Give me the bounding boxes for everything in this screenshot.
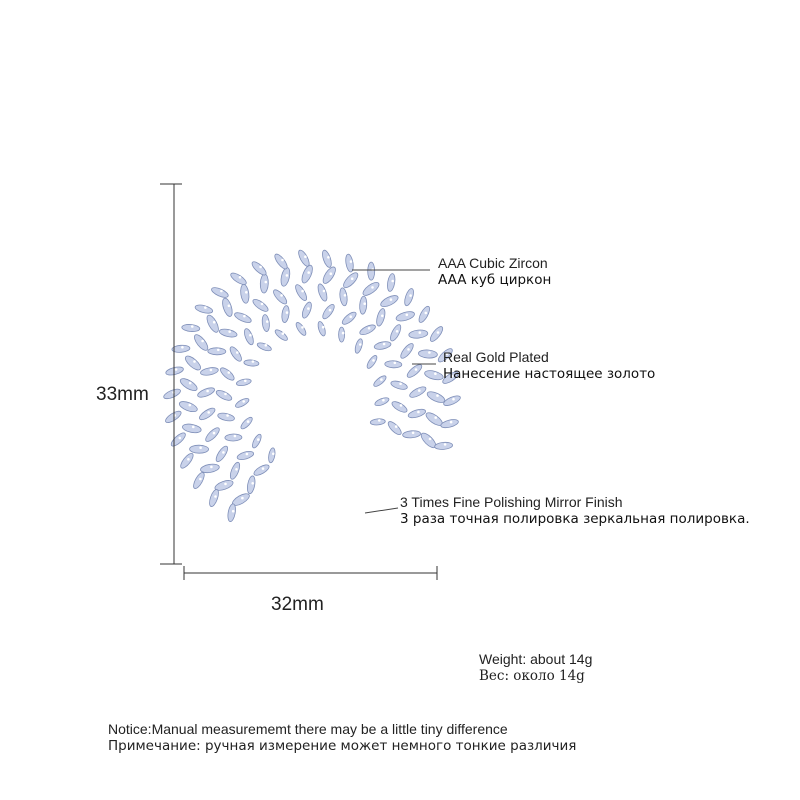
marquise-stone (339, 327, 345, 342)
stone-highlight (327, 256, 330, 259)
stone-highlight (179, 437, 182, 440)
stone-highlight (349, 315, 352, 318)
marquise-stone (214, 444, 230, 463)
stone-highlight (429, 438, 432, 441)
stone-highlight (213, 432, 216, 435)
marquise-stone (358, 323, 376, 337)
marquise-stone (407, 408, 426, 420)
stone-highlight (259, 266, 262, 269)
marquise-stone (370, 418, 385, 425)
marquise-stone (428, 325, 445, 344)
marquise-stone (341, 271, 360, 290)
stone-highlight (210, 466, 213, 469)
stone-highlight (249, 334, 252, 337)
marquise-stone (215, 388, 233, 402)
stone-highlight (213, 321, 216, 324)
marquise-stone (250, 260, 268, 277)
weight-en: Weight: about 14g (479, 651, 593, 667)
stone-highlight (444, 443, 447, 446)
marquise-stone (359, 296, 367, 314)
stone-highlight (301, 326, 304, 329)
stone-highlight (301, 290, 304, 293)
stone-highlight (187, 458, 190, 461)
stone-highlight (228, 305, 231, 308)
stone-highlight (265, 281, 268, 284)
marquise-stone (424, 369, 444, 381)
stone-highlight (286, 311, 289, 314)
stone-highlight (415, 368, 418, 371)
marquise-stone (227, 503, 237, 522)
stone-highlight (394, 362, 397, 365)
stone-highlight (201, 340, 204, 343)
callout-gold-plated-ru: Нанесение настоящее золото (443, 366, 656, 382)
marquise-stone (426, 390, 447, 405)
marquise-stone (179, 452, 196, 470)
stone-highlight (236, 351, 239, 354)
marquise-stone (379, 293, 400, 309)
marquise-stone (417, 305, 432, 324)
marquise-stone (271, 288, 288, 306)
stone-highlight (191, 325, 194, 328)
marquise-stone (228, 345, 243, 363)
marquise-stone (229, 271, 248, 287)
stone-highlight (322, 326, 325, 329)
stone-highlight (242, 400, 245, 403)
marquise-stone (162, 387, 181, 401)
stone-highlight (434, 372, 437, 375)
marquise-stone (228, 461, 241, 480)
height-label: 33mm (96, 384, 149, 405)
stone-highlight (246, 453, 249, 456)
marquise-stone (260, 274, 269, 293)
marquise-stone (178, 399, 199, 413)
stone-highlight (395, 425, 398, 428)
stone-highlight (406, 314, 409, 317)
stone-highlight (428, 351, 431, 354)
marquise-stone (240, 284, 251, 304)
stone-highlight (228, 330, 231, 333)
stone-highlight (350, 260, 353, 263)
marquise-stone (374, 340, 392, 350)
stone-highlight (281, 259, 284, 262)
marquise-stone (434, 442, 453, 451)
stone-highlight (382, 399, 385, 402)
stone-highlight (192, 426, 195, 429)
marquise-stone (233, 311, 252, 325)
stone-highlight (204, 306, 207, 309)
marquise-stone (399, 342, 416, 360)
stone-highlight (228, 371, 231, 374)
stone-highlight (396, 330, 399, 333)
marquise-stone (200, 366, 219, 376)
stone-highlight (217, 349, 220, 352)
stone-highlight (419, 331, 422, 334)
marquise-stone (246, 475, 256, 494)
stone-highlight (307, 271, 310, 274)
marquise-stone (402, 430, 421, 439)
stone-highlight (266, 320, 269, 323)
stone-highlight (199, 446, 202, 449)
stone-highlight (436, 394, 439, 397)
marquise-stone (165, 365, 184, 376)
stone-highlight (450, 421, 453, 424)
stone-highlight (210, 369, 213, 372)
stone-highlight (243, 315, 246, 318)
notice-en: Notice:Manual measurememt there may be a little tiny difference (108, 721, 508, 737)
stone-highlight (380, 378, 383, 381)
marquise-stone (273, 252, 290, 271)
stone-highlight (247, 420, 250, 423)
marquise-stone (190, 445, 209, 453)
marquise-stone (375, 308, 387, 327)
stone-highlight (224, 483, 227, 486)
stone-highlight (272, 453, 275, 456)
marquise-stone (194, 303, 213, 314)
marquise-stone (164, 409, 183, 425)
stone-highlight (257, 438, 260, 441)
marquise-stone (339, 287, 348, 306)
weight-ru: Вес: около 14g (479, 668, 585, 684)
stone-highlight (234, 435, 237, 438)
stone-highlight (330, 272, 333, 275)
stone-highlight (193, 360, 196, 363)
marquise-stone (388, 323, 402, 342)
marquise-stone (385, 360, 402, 368)
marquise-stone (251, 433, 263, 449)
notice-ru: Примечание: ручная измерение может немного тонкие различия (108, 738, 577, 754)
stone-highlight (181, 346, 184, 349)
stone-highlight (282, 332, 285, 335)
marquise-stone (361, 280, 381, 298)
stone-highlight (390, 298, 393, 301)
stone-highlight (378, 419, 381, 422)
marquise-stone (354, 338, 364, 354)
stone-highlight (400, 404, 403, 407)
marquise-stone (204, 426, 222, 444)
marquise-stone (340, 310, 358, 326)
callout-zircon-en: AAA Cubic Zircon (438, 255, 548, 271)
callout-polishing (400, 494, 750, 528)
marquise-stone (403, 287, 415, 306)
marquise-stone (321, 249, 333, 268)
marquise-stone (191, 471, 206, 490)
callout-zircon-ru: AAA куб циркон (438, 272, 552, 288)
marquise-stone (182, 324, 201, 333)
stone-highlight (235, 468, 238, 471)
marquise-stone (225, 434, 242, 442)
weight-info (479, 651, 592, 685)
stone-highlight (245, 291, 248, 294)
stone-highlight (412, 432, 415, 435)
marquise-stone (208, 488, 221, 507)
marquise-stone (219, 328, 238, 339)
stone-highlight (409, 294, 412, 297)
stone-highlight (265, 344, 268, 347)
marquise-stone (294, 321, 307, 337)
marquise-stone (408, 329, 428, 339)
stone-highlight (307, 307, 310, 310)
stone-highlight (239, 276, 242, 279)
callout-gold-plated (443, 349, 655, 383)
marquise-stone (440, 418, 459, 429)
marquise-stone (256, 341, 272, 352)
stone-highlight (437, 331, 440, 334)
marquise-stone (234, 397, 250, 410)
stone-highlight (280, 294, 283, 297)
marquise-stone (261, 314, 270, 332)
marquise-stone (208, 348, 226, 355)
marquise-stone (182, 423, 202, 434)
stone-highlight (224, 393, 227, 396)
marquise-stone (236, 450, 254, 461)
stone-highlight (359, 343, 362, 346)
stone-highlight (207, 411, 210, 414)
marquise-stone (192, 333, 210, 353)
marquise-stone (297, 249, 312, 268)
stone-highlight (383, 343, 386, 346)
marquise-stone (386, 420, 403, 437)
stone-highlight (206, 390, 209, 393)
marquise-stone (196, 386, 215, 399)
stone-highlight (175, 368, 178, 371)
marquise-stone (252, 463, 270, 478)
marquise-stone (418, 349, 438, 358)
marquise-stone (268, 447, 277, 463)
stone-highlight (368, 327, 371, 330)
callout-gold-plated-en: Real Gold Plated (443, 349, 549, 365)
marquise-stone (321, 303, 337, 321)
stone-highlight (241, 497, 244, 500)
stone-highlight (342, 332, 345, 335)
marquise-stone (408, 385, 427, 400)
marquise-stone (390, 379, 408, 391)
stone-highlight (381, 315, 384, 318)
marquise-stone (374, 396, 390, 407)
marquise-stone (390, 400, 408, 415)
stone-highlight (189, 382, 192, 385)
stone-highlight (286, 274, 289, 277)
stone-highlight (244, 380, 247, 383)
marquise-stone (321, 265, 338, 285)
marquise-stone (365, 354, 378, 370)
callout-zircon (438, 255, 551, 289)
stone-highlight (417, 411, 420, 414)
stone-highlight (214, 495, 217, 498)
width-dimension-line (184, 566, 437, 580)
stone-highlight (226, 414, 229, 417)
stone-highlight (262, 467, 265, 470)
marquise-stone (316, 283, 329, 302)
marquise-stone (244, 359, 259, 366)
marquise-stone (372, 374, 387, 388)
marquise-stone (300, 264, 315, 285)
marquise-stone (183, 354, 203, 373)
marquise-stone (217, 412, 235, 423)
stone-highlight (418, 389, 421, 392)
stone-highlight (391, 280, 394, 283)
marquise-stone (210, 286, 229, 300)
stone-highlight (351, 277, 354, 280)
marquise-stone (274, 328, 289, 342)
marquise-stone (395, 310, 415, 323)
marquise-stone (279, 267, 291, 287)
stone-highlight (407, 348, 410, 351)
stone-highlight (232, 510, 235, 513)
width-label: 32mm (271, 594, 324, 615)
callout-polishing-en: 3 Times Fine Polishing Mirror Finish (400, 494, 623, 510)
notice (108, 721, 576, 755)
earring-stones (162, 249, 461, 523)
marquise-stone (221, 297, 234, 318)
stone-highlight (220, 290, 223, 293)
marquise-stone (442, 394, 461, 408)
stone-highlight (323, 290, 326, 293)
marquise-stone (198, 406, 217, 422)
marquise-stone (243, 328, 256, 346)
stone-highlight (434, 416, 437, 419)
marquise-stone (219, 366, 236, 382)
stone-highlight (344, 294, 347, 297)
stone-highlight (363, 302, 366, 305)
stone-highlight (425, 312, 428, 315)
callout-polishing-ru: 3 раза точная полировка зеркальная полировка. (400, 511, 750, 527)
stone-highlight (452, 398, 455, 401)
stone-highlight (261, 303, 264, 306)
stone-highlight (304, 255, 307, 258)
marquise-stone (405, 363, 423, 380)
marquise-stone (281, 305, 290, 323)
stone-highlight (329, 309, 332, 312)
stone-highlight (372, 359, 375, 362)
marquise-stone (317, 321, 327, 337)
marquise-stone (301, 301, 314, 319)
marquise-stone (386, 273, 396, 292)
marquise-stone (179, 376, 199, 393)
marquise-stone (293, 283, 308, 302)
stone-highlight (199, 478, 202, 481)
stone-highlight (371, 286, 374, 289)
marquise-stone (169, 431, 187, 448)
marquise-stone (205, 313, 221, 334)
stone-highlight (252, 360, 255, 363)
marquise-stone (368, 262, 375, 280)
marquise-stone (239, 416, 254, 431)
stone-highlight (399, 382, 402, 385)
stone-highlight (251, 482, 254, 485)
marquise-stone (251, 297, 270, 313)
stone-highlight (222, 451, 225, 454)
marquise-stone (236, 378, 252, 387)
stone-highlight (189, 404, 192, 407)
